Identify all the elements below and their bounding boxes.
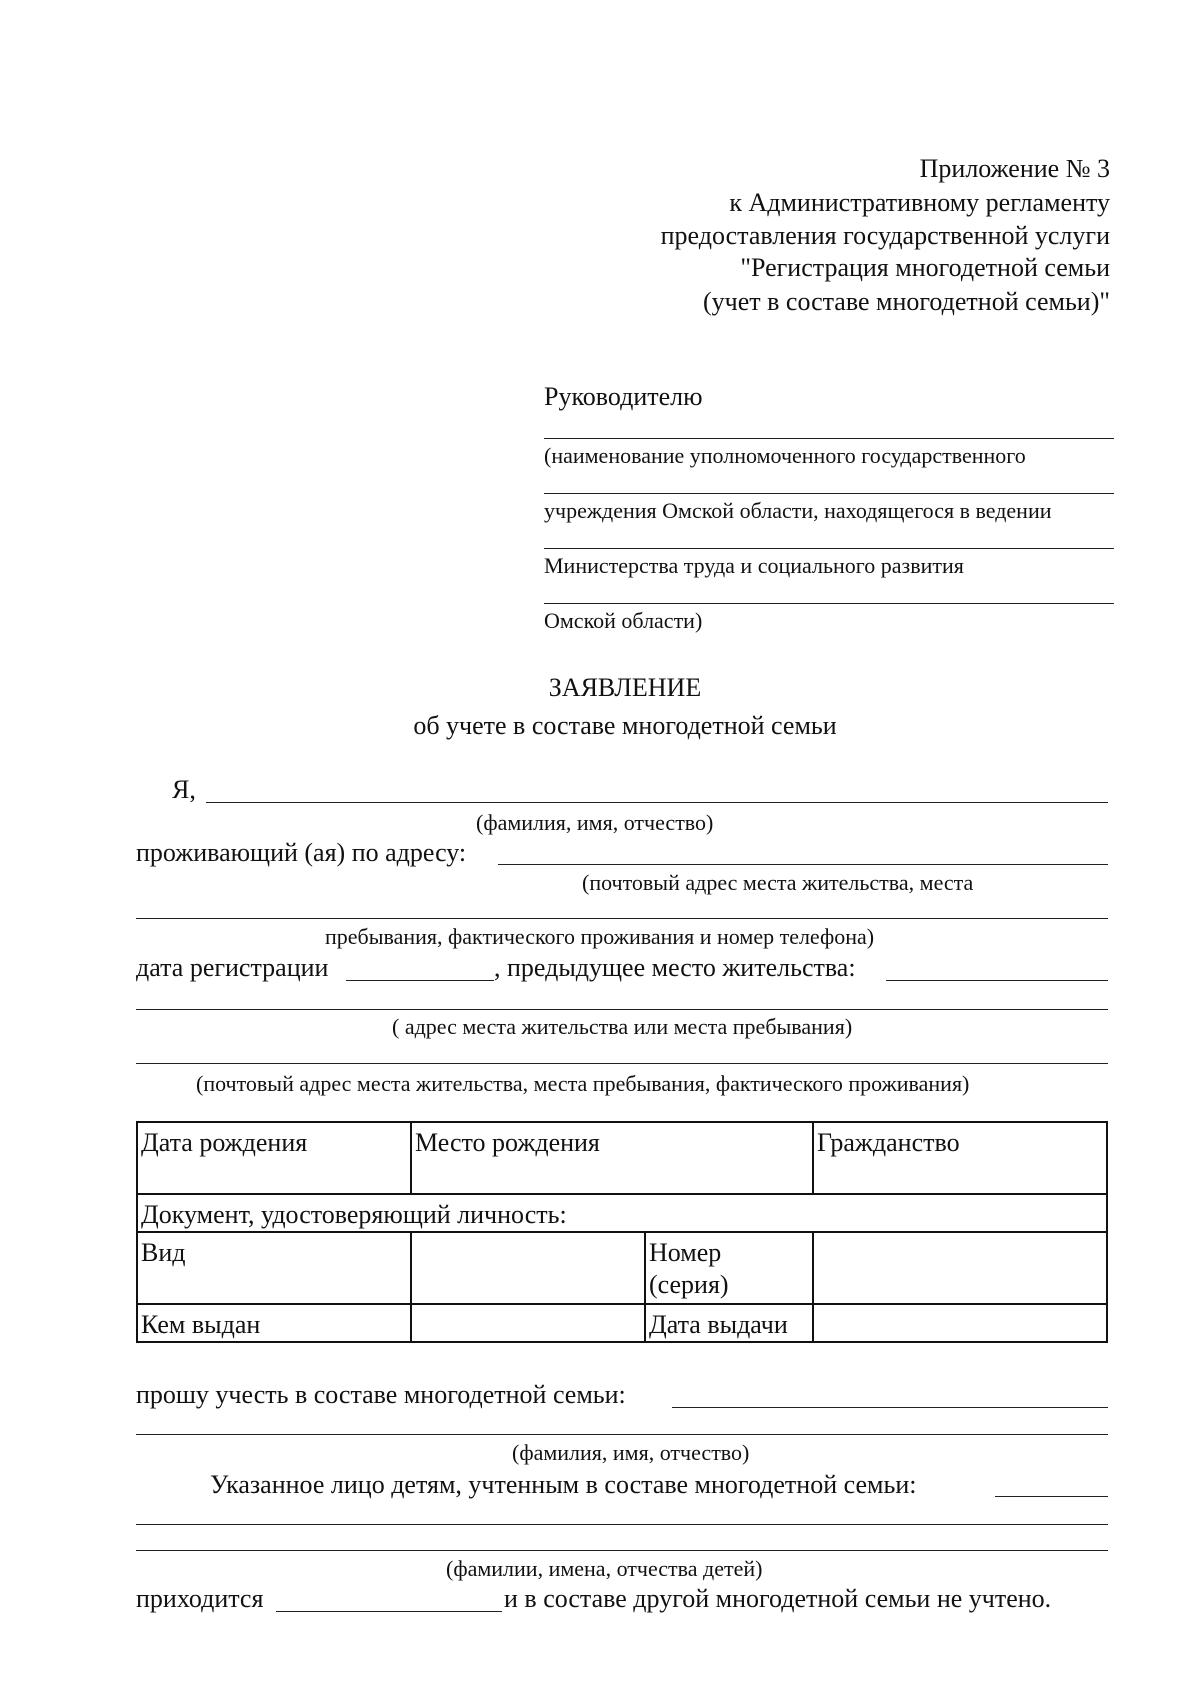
appendix-line-2: к Административному регламенту <box>729 188 1110 217</box>
id-doc-cell <box>137 1194 1107 1232</box>
ask-fio-hint: (фамилия, имя, отчество) <box>512 1440 750 1465</box>
personal-data-table <box>136 1121 1108 1343</box>
issue-date-value-cell[interactable] <box>813 1304 1107 1342</box>
relation-label: Указанное лицо детям, учтенным в составе многодетной семьи: <box>210 1470 917 1499</box>
ask-fio-line-2[interactable] <box>136 1434 1108 1435</box>
citizenship-cell[interactable] <box>813 1122 1107 1194</box>
appendix-number: Приложение № 3 <box>919 154 1110 183</box>
children-line-1[interactable] <box>136 1524 1108 1525</box>
addressee-line-4[interactable] <box>544 603 1114 604</box>
document-title: ЗАЯВЛЕНИЕ <box>548 673 702 702</box>
issue-date-label: Дата выдачи <box>649 1310 788 1339</box>
addressee-title: Руководителю <box>544 382 703 411</box>
number-label-cell <box>645 1232 813 1304</box>
addressee-line-3[interactable] <box>544 548 1114 549</box>
addressee-line-2[interactable] <box>544 493 1114 494</box>
kinship-line[interactable] <box>276 1611 502 1612</box>
citizenship-label: Гражданство <box>817 1128 960 1157</box>
table-row <box>137 1194 1107 1232</box>
birth-date-cell[interactable] <box>137 1122 411 1194</box>
address-line-2[interactable] <box>136 918 1108 919</box>
issued-by-label: Кем выдан <box>141 1310 261 1339</box>
postal-address-hint: (почтовый адрес места жительства, места пребывания, фактического проживания) <box>196 1071 970 1096</box>
addressee-hint-2: учреждения Омской области, находящегося в ведении <box>544 498 1052 523</box>
issued-by-label-cell <box>137 1304 411 1342</box>
applicant-fio-line[interactable] <box>206 802 1108 803</box>
children-hint: (фамилии, имена, отчества детей) <box>446 1556 763 1581</box>
applicant-i-label: Я, <box>172 775 196 804</box>
address-hint-2: пребывания, фактического проживания и номер телефона) <box>325 924 875 949</box>
address-hint-1: (почтовый адрес места жительства, места <box>582 870 974 895</box>
document-subtitle: об учете в составе многодетной семьи <box>413 711 837 740</box>
issued-by-value-cell[interactable] <box>411 1304 645 1342</box>
postal-address-line[interactable] <box>136 1063 1108 1064</box>
id-doc-label: Документ, удостоверяющий личность: <box>141 1200 567 1229</box>
reg-date-label: дата регистрации <box>136 953 329 982</box>
addressee-line-1[interactable] <box>544 438 1114 439</box>
addressee-hint-4: Омской области) <box>544 608 703 633</box>
residing-address-line[interactable] <box>498 864 1108 865</box>
issue-date-label-cell <box>645 1304 813 1342</box>
is-label: приходится <box>136 1584 264 1613</box>
appendix-line-4: "Регистрация многодетной семьи <box>740 253 1110 282</box>
birth-place-cell[interactable] <box>411 1122 813 1194</box>
children-line-2[interactable] <box>136 1550 1108 1551</box>
number-label-2: (серия) <box>649 1270 729 1299</box>
table-row <box>137 1304 1107 1342</box>
prev-address-line[interactable] <box>136 1009 1108 1010</box>
reg-date-line[interactable] <box>346 980 494 981</box>
relation-line[interactable] <box>995 1496 1108 1497</box>
addressee-hint-3: Министерства труда и социального развития <box>544 553 964 578</box>
residing-label: проживающий (ая) по адресу: <box>136 838 467 867</box>
prev-residence-line[interactable] <box>886 980 1108 981</box>
birth-place-label: Место рождения <box>415 1128 600 1157</box>
appendix-line-3: предоставления государственной услуги <box>660 221 1110 250</box>
appendix-line-5: (учет в составе многодетной семьи)" <box>702 287 1110 316</box>
kind-label-cell <box>137 1232 411 1304</box>
ask-fio-line[interactable] <box>672 1407 1108 1408</box>
prev-residence-label: , предыдущее место жительства: <box>494 953 856 982</box>
number-value-cell[interactable] <box>813 1232 1107 1304</box>
ask-label: прошу учесть в составе многодетной семьи: <box>136 1380 626 1409</box>
prev-address-hint: ( адрес места жительства или места пребывания) <box>392 1014 853 1039</box>
kind-value-cell[interactable] <box>411 1232 645 1304</box>
kind-label: Вид <box>141 1238 186 1267</box>
applicant-fio-hint: (фамилия, имя, отчество) <box>476 810 714 835</box>
not-counted-text: и в составе другой многодетной семьи не учтено. <box>504 1584 1052 1613</box>
birth-date-label: Дата рождения <box>141 1128 308 1157</box>
number-label-1: Номер <box>649 1238 722 1267</box>
table-row <box>137 1232 1107 1304</box>
table-row <box>137 1122 1107 1194</box>
addressee-hint-1: (наименование уполномоченного государственного <box>544 443 1026 468</box>
